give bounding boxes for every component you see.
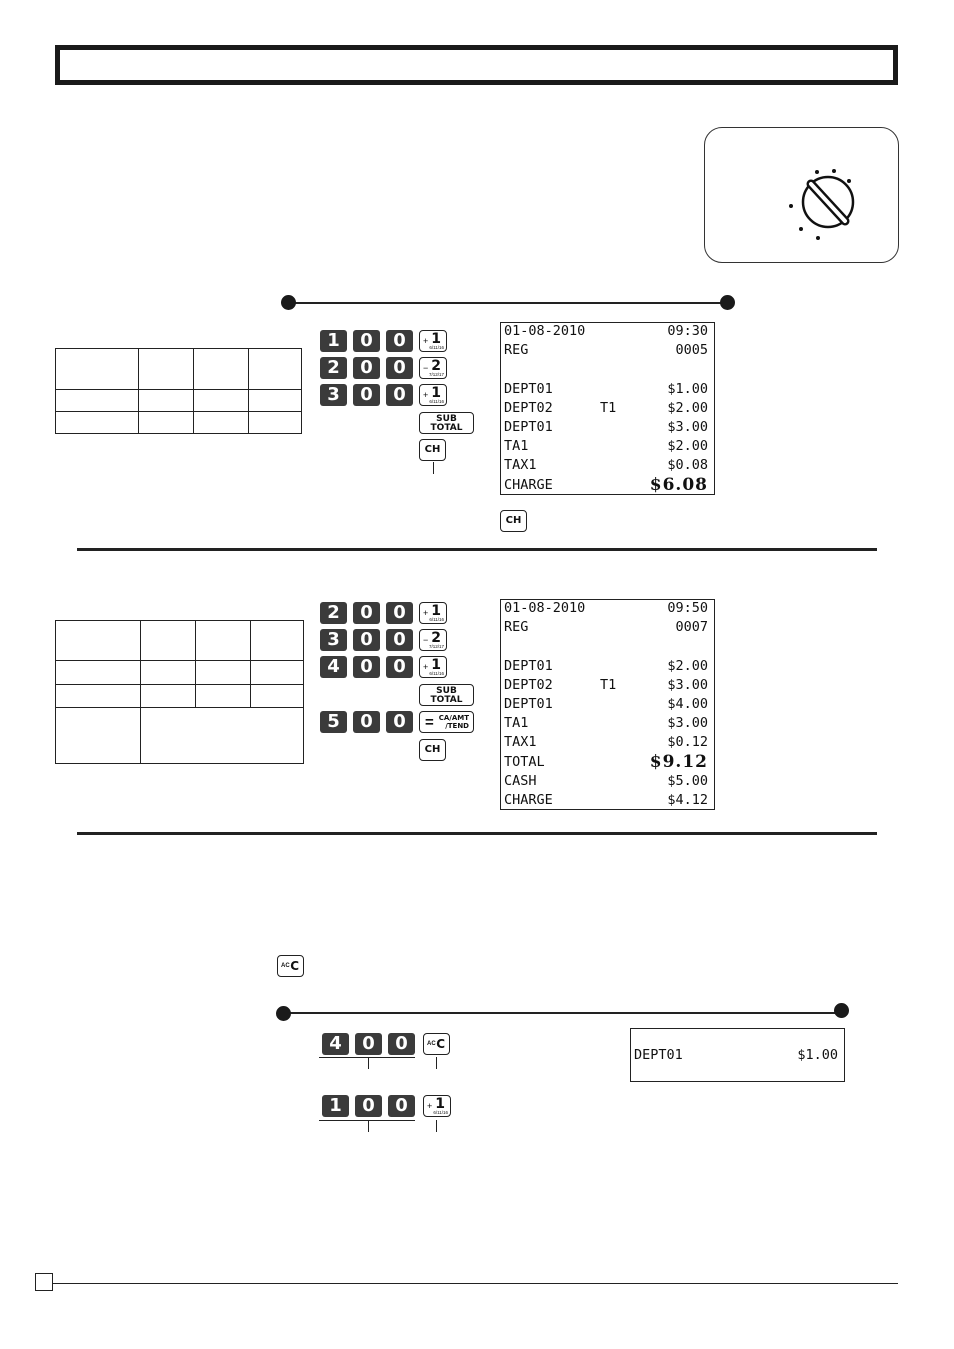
digit-key[interactable]: 0 <box>388 1033 415 1055</box>
receipt-label: REG <box>504 619 529 636</box>
receipt-label: REG <box>504 342 529 359</box>
receipt-line <box>504 380 708 399</box>
receipt-example2 <box>500 599 715 810</box>
receipt-amount: $2.00 <box>667 399 708 416</box>
digit-key[interactable]: 5 <box>320 711 347 733</box>
receipt-line <box>504 714 708 733</box>
digit-key[interactable]: 0 <box>388 1095 415 1117</box>
subtotal-key[interactable]: SUB TOTAL <box>419 684 474 706</box>
receipt-amount: $9.12 <box>649 751 708 772</box>
receipt-line <box>504 676 708 695</box>
receipt-line <box>504 456 708 475</box>
receipt-line <box>504 791 708 810</box>
timeline-rule <box>288 302 728 304</box>
charge-key[interactable]: CH <box>500 510 527 532</box>
digit-key[interactable]: 3 <box>320 629 347 651</box>
receipt-line <box>504 322 708 341</box>
mode-switch-panel <box>704 127 899 263</box>
receipt-line <box>504 476 708 495</box>
receipt-amount: 09:50 <box>667 600 708 616</box>
cash-amount-tend-key[interactable]: = CA/AMT /TEND <box>419 711 474 733</box>
receipt-label: DEPT01 <box>504 696 553 712</box>
digit-key[interactable]: 0 <box>353 330 380 352</box>
timeline-end-dot <box>720 295 735 310</box>
receipt-line <box>504 418 708 437</box>
digit-key[interactable]: 3 <box>320 384 347 406</box>
digit-key[interactable]: 0 <box>355 1033 382 1055</box>
section-header-bar <box>55 45 898 85</box>
receipt-amount: $4.12 <box>667 792 708 808</box>
receipt-correction <box>630 1028 845 1082</box>
receipt-line <box>504 399 708 418</box>
digit-key[interactable]: 0 <box>386 602 413 624</box>
receipt-line <box>504 360 708 379</box>
receipt-tax-flag: T1 <box>600 399 617 416</box>
callout-tick <box>436 1057 437 1069</box>
receipt-label: 01-08-2010 <box>504 323 586 339</box>
receipt-line <box>504 695 708 714</box>
receipt-amount: $0.08 <box>667 457 708 474</box>
digit-key[interactable]: 0 <box>386 711 413 733</box>
timeline-end-dot <box>834 1003 849 1018</box>
digit-key[interactable]: 0 <box>353 602 380 624</box>
digit-key[interactable]: 4 <box>322 1033 349 1055</box>
receipt-amount: 09:30 <box>667 323 708 339</box>
receipt-line <box>504 753 708 772</box>
receipt-label: DEPT01 <box>504 419 553 435</box>
mode-switch-dial-icon <box>783 166 861 244</box>
receipt-amount: $3.00 <box>667 715 708 732</box>
charge-key[interactable]: CH <box>419 439 446 461</box>
receipt-label: TAX1 <box>504 734 537 751</box>
receipt-label: DEPT01 <box>504 380 553 397</box>
dept-key-1[interactable]: + 1 6/11/16 <box>423 1095 451 1117</box>
dept-key-2[interactable]: − 2 7/12/17 <box>419 629 447 651</box>
receipt-label: DEPT01 <box>504 657 553 674</box>
digit-key[interactable]: 2 <box>320 357 347 379</box>
receipt-amount: $0.12 <box>667 734 708 751</box>
dept-key-2[interactable]: − 2 7/12/17 <box>419 357 447 379</box>
receipt-amount: 0007 <box>675 619 708 636</box>
charge-key[interactable]: CH <box>419 739 446 761</box>
receipt-label: 01-08-2010 <box>504 600 586 616</box>
receipt-amount: $3.00 <box>667 676 708 693</box>
receipt-amount: $2.00 <box>667 657 708 674</box>
digit-key[interactable]: 0 <box>353 357 380 379</box>
section-divider <box>77 548 877 551</box>
receipt-label: TOTAL <box>504 753 545 770</box>
bracket-underline <box>319 1057 415 1058</box>
receipt-label: DEPT02 <box>504 399 553 416</box>
callout-tick <box>368 1121 369 1132</box>
receipt-line <box>504 637 708 656</box>
receipt-line <box>504 341 708 360</box>
receipt-label: DEPT02 <box>504 676 553 693</box>
receipt-line <box>504 437 708 456</box>
receipt-amount: 0005 <box>675 342 708 359</box>
receipt-label: DEPT01 <box>634 1047 683 1063</box>
digit-key[interactable]: 0 <box>386 330 413 352</box>
callout-tick <box>436 1120 437 1132</box>
dept-key-1[interactable]: + 1 6/11/16 <box>419 384 447 406</box>
receipt-example1 <box>500 322 715 495</box>
receipt-line <box>504 657 708 676</box>
receipt-amount: $6.08 <box>649 474 708 495</box>
receipt-label: CHARGE <box>504 792 553 808</box>
example2-table <box>55 620 304 764</box>
digit-key[interactable]: 0 <box>353 711 380 733</box>
example1-table <box>55 348 302 434</box>
digit-key[interactable]: 0 <box>353 656 380 678</box>
receipt-amount: $1.00 <box>797 1047 838 1063</box>
dept-key-1[interactable]: + 1 6/11/16 <box>419 330 447 352</box>
subtotal-key[interactable]: SUB TOTAL <box>419 412 474 434</box>
dept-key-1[interactable]: + 1 6/11/16 <box>419 602 447 624</box>
receipt-line <box>634 1046 838 1065</box>
digit-key[interactable]: 0 <box>353 629 380 651</box>
receipt-label: TAX1 <box>504 457 537 474</box>
callout-tick <box>433 462 434 474</box>
digit-key[interactable]: 0 <box>386 629 413 651</box>
clear-key[interactable]: AC C <box>423 1033 450 1055</box>
digit-key[interactable]: 1 <box>320 330 347 352</box>
receipt-line <box>504 618 708 637</box>
receipt-label: CASH <box>504 772 537 789</box>
page-number-box <box>35 1273 53 1291</box>
receipt-label: CHARGE <box>504 476 553 493</box>
timeline-start-dot <box>281 295 296 310</box>
digit-key[interactable]: 4 <box>320 656 347 678</box>
footer-rule <box>53 1283 898 1284</box>
timeline-start-dot <box>276 1006 291 1021</box>
receipt-line <box>504 733 708 752</box>
section-divider <box>77 832 877 835</box>
dept-key-1[interactable]: + 1 6/11/16 <box>419 656 447 678</box>
digit-key[interactable]: 0 <box>353 384 380 406</box>
receipt-line <box>504 599 708 618</box>
receipt-amount: $5.00 <box>667 772 708 789</box>
digit-key[interactable]: 0 <box>355 1095 382 1117</box>
receipt-label: TA1 <box>504 715 529 732</box>
receipt-tax-flag: T1 <box>600 676 617 693</box>
digit-key[interactable]: 1 <box>322 1095 349 1117</box>
digit-key[interactable]: 0 <box>386 384 413 406</box>
timeline-rule <box>283 1012 843 1014</box>
callout-tick <box>368 1058 369 1069</box>
receipt-label: TA1 <box>504 438 529 455</box>
digit-key[interactable]: 2 <box>320 602 347 624</box>
clear-key[interactable]: AC C <box>277 955 304 977</box>
receipt-amount: $2.00 <box>667 438 708 455</box>
receipt-amount: $3.00 <box>667 419 708 435</box>
bracket-underline <box>319 1120 415 1121</box>
digit-key[interactable]: 0 <box>386 357 413 379</box>
digit-key[interactable]: 0 <box>386 656 413 678</box>
receipt-amount: $1.00 <box>667 380 708 397</box>
receipt-line <box>504 772 708 791</box>
receipt-amount: $4.00 <box>667 696 708 712</box>
